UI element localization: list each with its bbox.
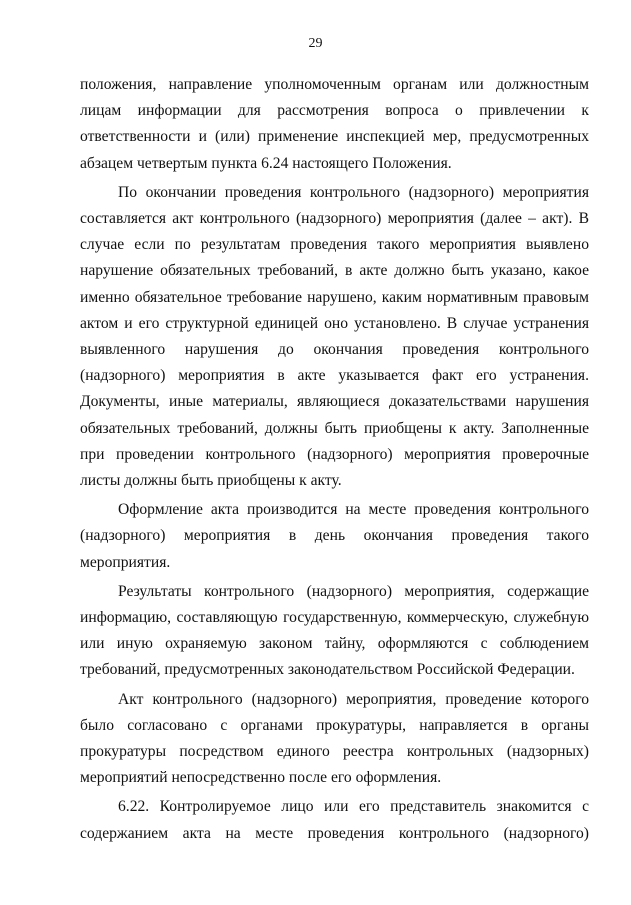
paragraph-6-22: 6.22. Контролируемое лицо или его представитель знакомится с содержанием акта на месте проведения контрольного (надзорного) [80, 798, 589, 842]
paragraph-continuation: положения, направление уполномоченным органам или должностным лицам информации для рассмотрения вопроса о привлечении к ответственности и (или) применение инспекцией мер, предусмотренных абзацем четвертым пункта 6.24 настоящего Положения. [80, 76, 589, 172]
page-number: 29 [308, 36, 323, 51]
paragraph-secret-info: Результаты контрольного (надзорного) мероприятия, содержащие информацию, составляющую государственную, коммерческую, служебную или иную охраняемую законом тайну, оформляются с соблюдением требований, предусмотренных законодательством Российской Федерации. [80, 582, 589, 679]
document-body [80, 72, 589, 850]
paragraph-act-place: Оформление акта производится на месте проведения контрольного (надзорного) мероприятия в день окончания проведения такого мероприятия. [80, 501, 589, 571]
paragraph-prosecution: Акт контрольного (надзорного) мероприятия, проведение которого было согласовано с органами прокуратуры, направляется в органы прокуратуры посредством единого реестра контрольных (надзорных) мероприятий непосредственно после его оформления. [80, 690, 589, 787]
paragraph-act-drafting: По окончании проведения контрольного (надзорного) мероприятия составляется акт контрольного (надзорного) мероприятия (далее – акт). В случае если по результатам проведения такого мероприятия выявлено нарушение обязательных требований, в акте должно быть указано, какое именно обязательное требование нарушено, каким нормативным правовым актом и его структурной единицей оно установлено. В случае устранения выявленного нарушения до окончания проведения контрольного (надзорного) мероприятия в акте указывается факт его устранения. Документы, иные материалы, являющиеся доказательствами нарушения обязательных требований, должны быть приобщены к акту. Заполненные при проведении контрольного (надзорного) мероприятия проверочные листы должны быть приобщены к акту. [80, 183, 589, 490]
